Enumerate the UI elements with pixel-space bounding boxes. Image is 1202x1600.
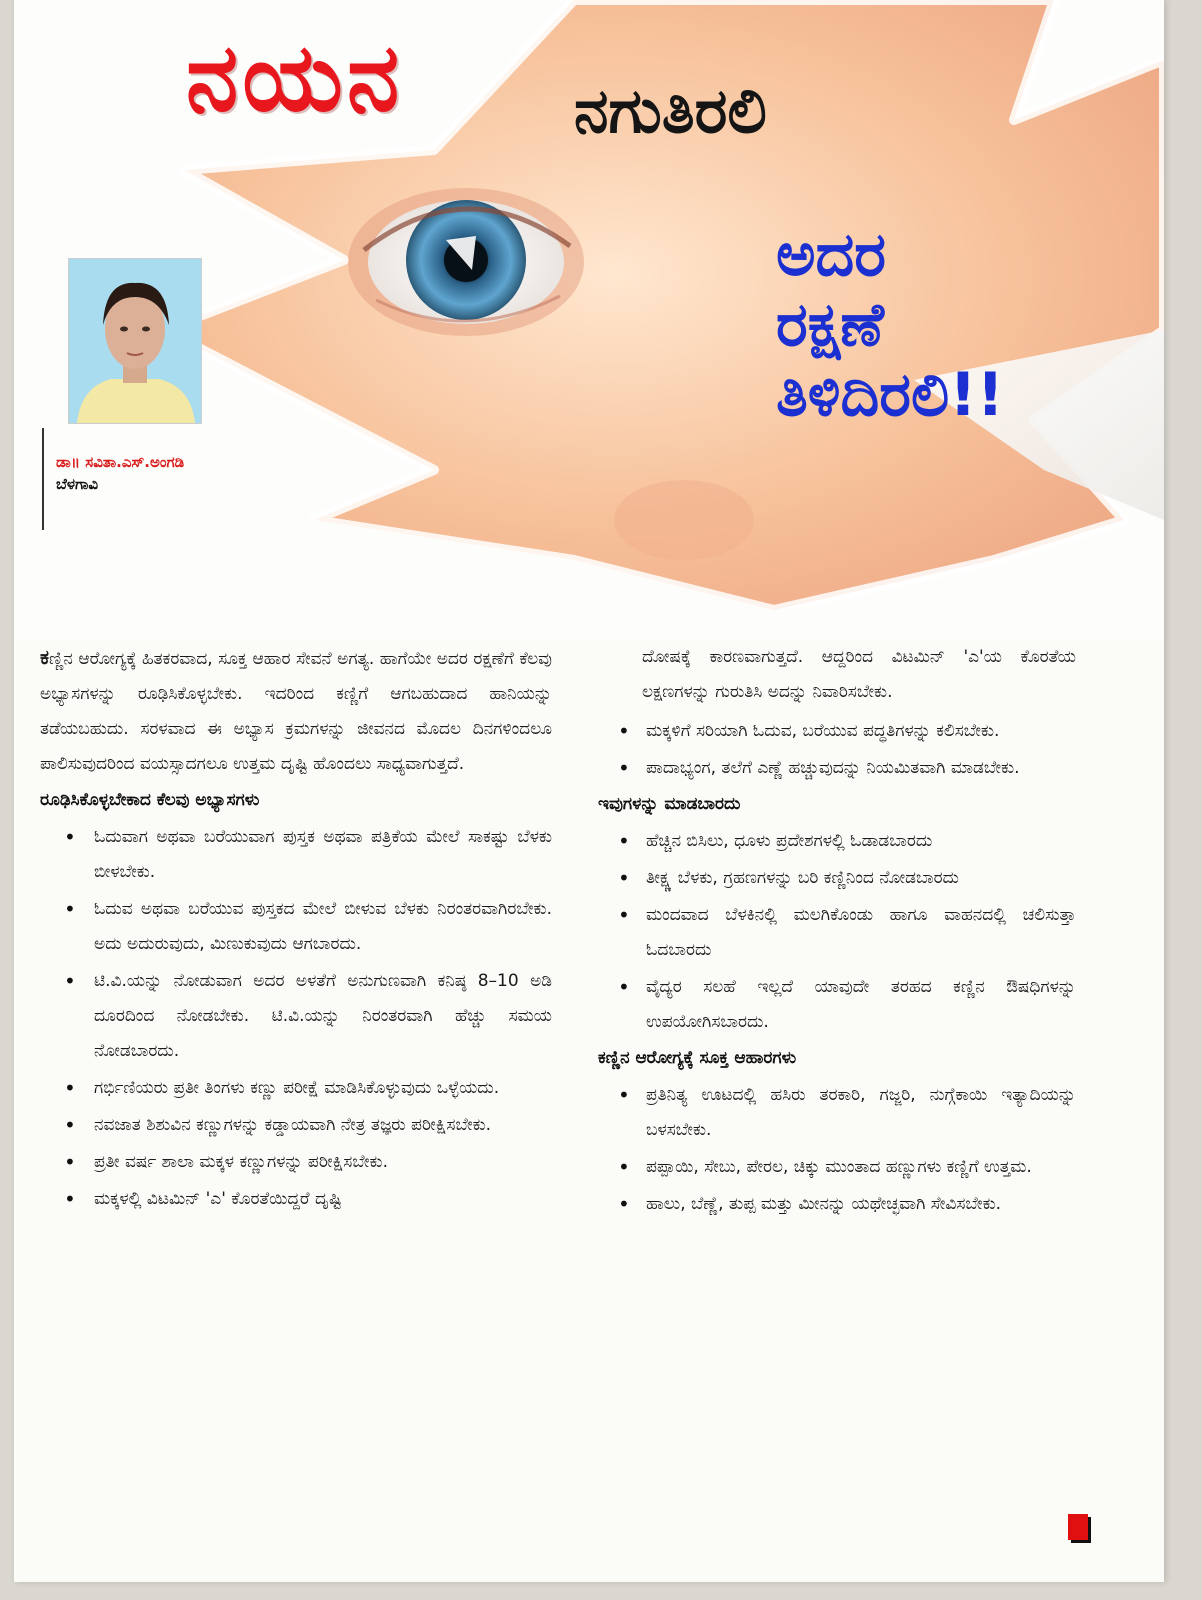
habit-item-3: • ಟಿ.ವಿ.ಯನ್ನು ನೋಡುವಾಗ ಅದರ ಅಳತೆಗೆ ಅನುಗುಣವಾಗಿ ಕನಿಷ್ಠ 8–10 ಅಡಿ ದೂರದಿಂದ ನೋಡಬೇಕು. ಟಿ.ವಿ.ಯನ್ನು ನಿರಂತರವಾಗಿ ಹೆಚ್ಚು ಸಮಯ ನೋಡಬಾರದು.	[40, 964, 552, 1069]
tagline-line-2: ರಕ್ಷಣೆ	[776, 290, 884, 360]
habits-list	[40, 820, 552, 1217]
habit-item-4: • ಗರ್ಭಿಣಿಯರು ಪ್ರತೀ ತಿಂಗಳು ಕಣ್ಣು ಪರೀಕ್ಷೆ ಮಾಡಿಸಿಕೊಳ್ಳುವುದು ಒಳ್ಳೆಯದು.	[40, 1071, 552, 1106]
author-byline	[42, 428, 184, 530]
habit-item-9: • ಪಾದಾಭ್ಯಂಗ, ತಲೆಗೆ ಎಣ್ಣೆ ಹಚ್ಚುವುದನ್ನು ನಿಯಮಿತವಾಗಿ ಮಾಡಬೇಕು.	[598, 751, 1076, 786]
dont-item-1: • ಹೆಚ್ಚಿನ ಬಿಸಿಲು, ಧೂಳು ಪ್ರದೇಶಗಳಲ್ಲಿ ಓಡಾಡಬಾರದು	[598, 824, 1076, 859]
donts-heading: ಇವುಗಳನ್ನು ಮಾಡಬಾರದು	[598, 794, 741, 814]
title-main: ನಯನ	[186, 24, 404, 133]
habit-item-2: • ಓದುವ ಅಥವಾ ಬರೆಯುವ ಪುಸ್ತಕದ ಮೇಲೆ ಬೀಳುವ ಬೆಳಕು ನಿರಂತರವಾಗಿರಬೇಕು. ಅದು ಅದುರುವುದು, ಮಿಣುಕುವುದು ಆಗಬಾರದು.	[40, 892, 552, 962]
foods-heading: ಕಣ್ಣಿನ ಆರೋಗ್ಯಕ್ಕೆ ಸೂಕ್ತ ಆಹಾರಗಳು	[598, 1048, 797, 1068]
food-item-3: • ಹಾಲು, ಬೆಣ್ಣೆ, ತುಪ್ಪ ಮತ್ತು ಮೀನನ್ನು ಯಥೇಚ್ಛವಾಗಿ ಸೇವಿಸಬೇಕು.	[598, 1187, 1076, 1222]
author-photo	[68, 258, 202, 424]
column-left	[40, 640, 552, 1219]
author-prefix: ಡಾ॥	[56, 453, 81, 471]
intro-paragraph	[40, 640, 552, 782]
habit-item-7-continuation: ದೋಷಕ್ಕೆ ಕಾರಣವಾಗುತ್ತದೆ. ಆದ್ದರಿಂದ ವಿಟಮಿನ್ 'ಎ'ಯ ಕೊರತೆಯ ಲಕ್ಷಣಗಳನ್ನು ಗುರುತಿಸಿ ಅದನ್ನು ನಿವಾರಿಸಬೇಕು.	[642, 647, 1076, 702]
column-right	[598, 640, 1076, 1224]
author-city: ಬೆಳಗಾವಿ	[56, 475, 99, 493]
habit-item-1: • ಓದುವಾಗ ಅಥವಾ ಬರೆಯುವಾಗ ಪುಸ್ತಕ ಅಥವಾ ಪತ್ರಿಕೆಯ ಮೇಲೆ ಸಾಕಷ್ಟು ಬೆಳಕು ಬೀಳಬೇಕು.	[40, 820, 552, 890]
red-square-end-mark-icon	[1068, 1514, 1088, 1540]
hero-section	[14, 0, 1164, 640]
author-name-text: ಸವಿತಾ.ಎಸ್.ಅಂಗಡಿ	[85, 453, 185, 471]
tagline-line-1: ಅದರ	[776, 220, 887, 290]
habit-item-7: • ಮಕ್ಕಳಲ್ಲಿ ವಿಟಮಿನ್ 'ಎ' ಕೊರತೆಯಿದ್ದರೆ ದೃಷ್ಟಿ	[40, 1182, 552, 1217]
dont-item-2: • ತೀಕ್ಷ್ಣ ಬೆಳಕು, ಗ್ರಹಣಗಳನ್ನು ಬರಿ ಕಣ್ಣಿನಿಂದ ನೋಡಬಾರದು	[598, 861, 1076, 896]
habit-item-8: • ಮಕ್ಕಳಿಗೆ ಸರಿಯಾಗಿ ಓದುವ, ಬರೆಯುವ ಪದ್ಧತಿಗಳನ್ನು ಕಲಿಸಬೇಕು.	[598, 714, 1076, 749]
tagline	[776, 220, 1004, 430]
author-name	[56, 452, 184, 472]
food-item-1: • ಪ್ರತಿನಿತ್ಯ ಊಟದಲ್ಲಿ ಹಸಿರು ತರಕಾರಿ, ಗಜ್ಜರಿ, ನುಗ್ಗೆಕಾಯಿ ಇತ್ಯಾದಿಯನ್ನು ಬಳಸಬೇಕು.	[598, 1078, 1076, 1148]
donts-list	[598, 824, 1076, 1040]
dont-item-4: • ವೈದ್ಯರ ಸಲಹೆ ಇಲ್ಲದೆ ಯಾವುದೇ ತರಹದ ಕಣ್ಣಿನ ಔಷಧಿಗಳನ್ನು ಉಪಯೋಗಿಸಬಾರದು.	[598, 970, 1076, 1040]
author-portrait-icon	[69, 259, 201, 423]
food-item-2: • ಪಪ್ಪಾಯಿ, ಸೇಬು, ಪೇರಲ, ಚಿಕ್ಕು ಮುಂತಾದ ಹಣ್ಣುಗಳು ಕಣ್ಣಿಗೆ ಉತ್ತಮ.	[598, 1150, 1076, 1185]
dont-item-3: • ಮಂದವಾದ ಬೆಳಕಿನಲ್ಲಿ ಮಲಗಿಕೊಂಡು ಹಾಗೂ ವಾಹನದಲ್ಲಿ ಚಲಿಸುತ್ತಾ ಓದಬಾರದು	[598, 898, 1076, 968]
foods-list	[598, 1078, 1076, 1222]
habits-list-continued	[598, 714, 1076, 786]
intro-dropcap: ಕ	[40, 645, 49, 669]
magazine-page	[14, 0, 1164, 1582]
intro-text: ಣ್ಣಿನ ಆರೋಗ್ಯಕ್ಕೆ ಹಿತಕರವಾದ, ಸೂಕ್ತ ಆಹಾರ ಸೇವನೆ ಅಗತ್ಯ. ಹಾಗೆಯೇ ಅದರ ರಕ್ಷಣೆಗೆ ಕೆಲವು ಅಭ್ಯಾಸಗಳನ್ನು ರೂಢಿಸಿಕೊಳ್ಳಬೇಕು. ಇದರಿಂದ ಕಣ್ಣಿಗೆ ಆಗಬಹುದಾದ ಹಾನಿಯನ್ನು ತಡೆಯಬಹುದು. ಸರಳವಾದ ಈ ಅಭ್ಯಾಸ ಕ್ರಮಗಳನ್ನು ಜೀವನದ ಮೊದಲ ದಿನಗಳಿಂದಲೂ ಪಾಲಿಸುವುದರಿಂದ ವಯಸ್ಸಾದಗಲೂ ಉತ್ತಮ ದೃಷ್ಟಿ ಹೊಂದಲು ಸಾಧ್ಯವಾಗುತ್ತದೆ.	[40, 649, 552, 774]
title-sub: ನಗುತಿರಲಿ	[574, 74, 767, 147]
habits-heading: ರೂಢಿಸಿಕೊಳ್ಳಬೇಕಾದ ಕೆಲವು ಅಭ್ಯಾಸಗಳು	[40, 790, 260, 810]
tagline-line-3: ತಿಳಿದಿರಲಿ!!	[776, 360, 1004, 430]
habit-item-6: • ಪ್ರತೀ ವರ್ಷ ಶಾಲಾ ಮಕ್ಕಳ ಕಣ್ಣುಗಳನ್ನು ಪರೀಕ್ಷಿಸಬೇಕು.	[40, 1145, 552, 1180]
habit-item-5: • ನವಜಾತ ಶಿಶುವಿನ ಕಣ್ಣುಗಳನ್ನು ಕಡ್ಡಾಯವಾಗಿ ನೇತ್ರ ತಜ್ಞರು ಪರೀಕ್ಷಿಸಬೇಕು.	[40, 1108, 552, 1143]
